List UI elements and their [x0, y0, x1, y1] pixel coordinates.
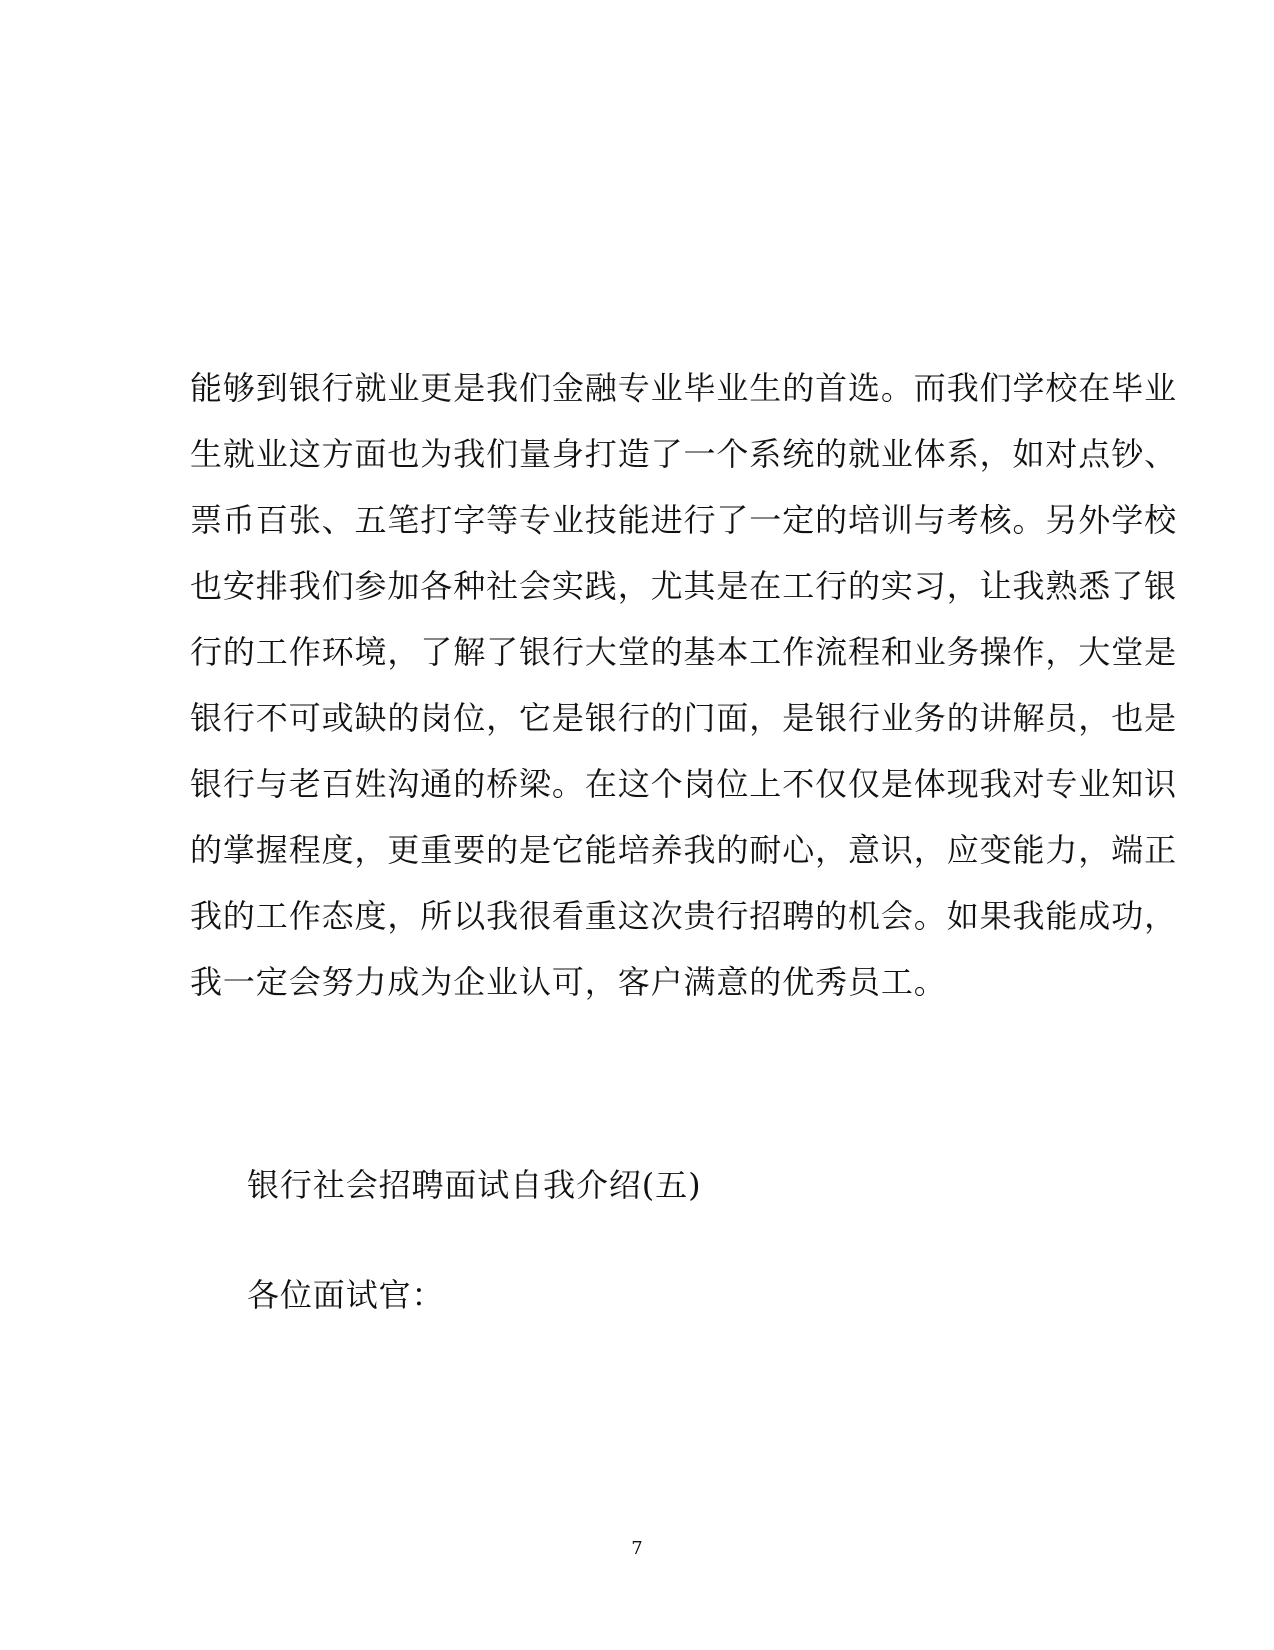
salutation: 各位面试官：	[247, 1276, 445, 1314]
paragraph-line: 银行与老百姓沟通的桥梁。在这个岗位上不仅仅是体现我对专业知识	[190, 765, 1178, 803]
paragraph-line: 的掌握程度，更重要的是它能培养我的耐心，意识，应变能力，端正	[190, 831, 1178, 869]
paragraph-line: 票币百张、五笔打字等专业技能进行了一定的培训与考核。另外学校	[190, 501, 1178, 539]
paragraph-line: 银行不可或缺的岗位，它是银行的门面，是银行业务的讲解员，也是	[190, 699, 1178, 737]
paragraph-line: 生就业这方面也为我们量身打造了一个系统的就业体系，如对点钞、	[190, 435, 1178, 473]
paragraph-line: 也安排我们参加各种社会实践，尤其是在工行的实习，让我熟悉了银	[190, 567, 1178, 605]
section-title: 银行社会招聘面试自我介绍(五)	[247, 1166, 702, 1204]
paragraph-line: 行的工作环境，了解了银行大堂的基本工作流程和业务操作，大堂是	[190, 633, 1178, 671]
paragraph-line: 能够到银行就业更是我们金融专业毕业生的首选。而我们学校在毕业	[190, 369, 1178, 407]
page-number: 7	[631, 1538, 643, 1559]
paragraph-line: 我一定会努力成为企业认可，客户满意的优秀员工。	[190, 963, 947, 1001]
paragraph-line: 我的工作态度，所以我很看重这次贵行招聘的机会。如果我能成功，	[190, 897, 1178, 935]
body-paragraph	[190, 355, 1178, 1015]
